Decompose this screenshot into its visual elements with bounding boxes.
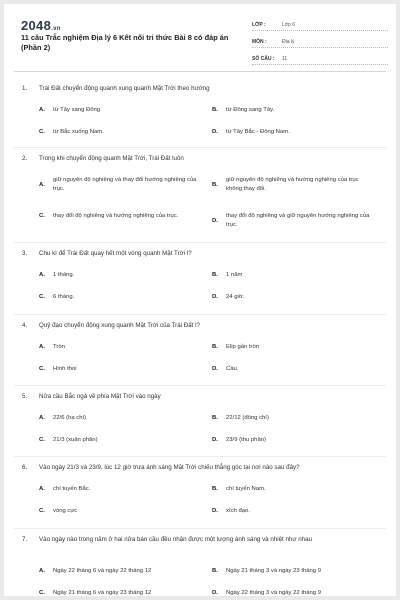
- answer-option-a[interactable]: [39, 343, 203, 352]
- answer-option-c[interactable]: [39, 589, 203, 596]
- logo-suffix: .vn: [51, 26, 61, 32]
- question-separator: [14, 314, 386, 315]
- option-letter: D.: [212, 437, 218, 443]
- question-number: 3.: [22, 250, 28, 257]
- question-text: [22, 392, 382, 402]
- option-text: chí tuyến Bắc.: [53, 486, 91, 492]
- option-letter: A.: [39, 486, 45, 492]
- answer-option-d[interactable]: [212, 293, 376, 302]
- option-text: giữ nguyên độ nghiêng và thay đổi hướng nghiêng của trục.: [53, 177, 197, 192]
- option-text: từ Bắc xuống Nam.: [53, 129, 104, 135]
- option-text: 24 giờ.: [226, 294, 245, 300]
- site-logo[interactable]: [21, 18, 61, 33]
- option-text: Hình thoi: [53, 366, 77, 372]
- option-text: từ Tây sang Đông: [53, 107, 101, 113]
- question-body: Vào ngày 21/3 và 23/9, lúc 12 giờ trưa ánh sáng Mặt Trời chiếu thẳng góc tại nơi nào sau đây?: [39, 464, 300, 471]
- option-text: 22/12 (đông chí): [226, 415, 269, 421]
- answer-option-d[interactable]: [212, 212, 376, 230]
- option-text: Ngày 22 tháng 6 và ngày 22 tháng 12: [53, 568, 152, 574]
- worksheet-page: [4, 4, 396, 596]
- answer-option-b[interactable]: [212, 567, 376, 576]
- header-divider: [14, 71, 386, 72]
- option-letter: B.: [212, 344, 218, 350]
- question-number: 2.: [22, 155, 28, 162]
- option-letter: C.: [39, 129, 45, 135]
- answer-option-a[interactable]: [39, 485, 203, 494]
- option-letter: C.: [39, 213, 45, 219]
- question-body: Vào ngày nào trong năm ở hai nửa bán cầu đều nhận được một lượng ánh sáng và nhiệt như nhau: [39, 536, 312, 543]
- question-text: [22, 84, 382, 94]
- question-body: Chu kì để Trái Đất quay hết một vòng quanh Mặt Trời l?: [39, 250, 192, 257]
- answer-option-d[interactable]: [212, 365, 376, 374]
- meta-count-label: SỐ CÂU :: [252, 56, 275, 62]
- meta-box: [252, 17, 388, 68]
- answer-option-d[interactable]: [212, 128, 376, 137]
- answer-option-a[interactable]: [39, 414, 203, 423]
- answer-option-d[interactable]: [212, 436, 376, 445]
- option-letter: D.: [212, 294, 218, 300]
- option-letter: C.: [39, 366, 45, 372]
- answer-option-b[interactable]: [212, 176, 376, 194]
- answer-option-a[interactable]: [39, 106, 203, 115]
- meta-class-value: Lớp 6: [282, 22, 296, 28]
- option-text: từ Tây Bắc - Đông Nam.: [226, 129, 290, 135]
- option-text: thay đổi độ nghiêng và giữ nguyên hướng nghiêng của trục.: [226, 213, 370, 228]
- option-letter: A.: [39, 181, 45, 188]
- answer-option-b[interactable]: [212, 271, 376, 280]
- answer-option-b[interactable]: [212, 106, 376, 115]
- meta-count-row: [252, 51, 388, 65]
- question-text: [22, 535, 382, 545]
- option-letter: B.: [212, 568, 218, 574]
- option-letter: D.: [212, 366, 218, 372]
- answer-option-a[interactable]: [39, 567, 203, 576]
- option-letter: D.: [212, 217, 218, 224]
- question-text: [22, 249, 382, 259]
- option-letter: B.: [212, 181, 218, 188]
- logo-text: 2048: [21, 18, 52, 33]
- option-letter: C.: [39, 294, 45, 300]
- question-number: 6.: [22, 464, 28, 471]
- option-text: 1 tháng.: [53, 272, 75, 278]
- option-text: xích đạo.: [226, 508, 250, 514]
- option-letter: B.: [212, 486, 218, 492]
- option-letter: C.: [39, 437, 45, 443]
- meta-subject-label: MÔN :: [252, 39, 267, 45]
- option-text: chí tuyến Nam.: [226, 486, 266, 492]
- question-body: Quỹ đạo chuyển động xung quanh Mặt Trời của Trái Đất l?: [39, 322, 200, 329]
- question-separator: [14, 242, 386, 243]
- option-letter: D.: [212, 590, 218, 596]
- answer-option-c[interactable]: [39, 212, 203, 221]
- question-separator: [14, 147, 386, 148]
- question-number: 7.: [22, 536, 28, 543]
- meta-class-row: [252, 17, 388, 31]
- question-body: Trái Đất chuyển động quanh xung quanh Mặt Trời theo hướng: [39, 85, 210, 92]
- answer-option-c[interactable]: [39, 365, 203, 374]
- option-text: 21/3 (xuân phân): [53, 437, 98, 443]
- option-text: vòng cực: [53, 508, 78, 514]
- answer-option-a[interactable]: [39, 176, 203, 194]
- option-text: Cầu.: [226, 366, 239, 372]
- answer-option-c[interactable]: [39, 507, 203, 516]
- answer-option-c[interactable]: [39, 293, 203, 302]
- answer-option-b[interactable]: [212, 485, 376, 494]
- worksheet-header: [4, 4, 396, 68]
- option-text: Ngày 21 tháng 6 và ngày 23 tháng 12: [53, 590, 152, 596]
- option-letter: B.: [212, 107, 218, 113]
- option-text: Ngày 21 tháng 3 và ngày 23 tháng 9: [226, 568, 321, 574]
- option-letter: D.: [212, 129, 218, 135]
- option-letter: B.: [212, 272, 218, 278]
- option-letter: B.: [212, 415, 218, 421]
- option-text: 22/6 (hạ chí): [53, 415, 87, 421]
- option-text: thay đổi độ nghiêng và hướng nghiêng của trục.: [53, 213, 179, 219]
- answer-option-a[interactable]: [39, 271, 203, 280]
- question-body: Trong khi chuyển động quanh Mặt Trời, Trái Đất luôn: [39, 155, 184, 162]
- question-number: 1.: [22, 85, 28, 92]
- question-number: 4.: [22, 322, 28, 329]
- question-separator: [14, 385, 386, 386]
- question-separator: [14, 528, 386, 529]
- answer-option-b[interactable]: [212, 343, 376, 352]
- question-body: Nửa cầu Bắc ngả về phía Mặt Trời vào ngày: [39, 393, 161, 400]
- option-text: từ Đông sang Tây.: [226, 107, 275, 113]
- answer-option-d[interactable]: [212, 589, 376, 596]
- option-text: 6 tháng.: [53, 294, 75, 300]
- option-letter: A.: [39, 568, 45, 574]
- answer-option-c[interactable]: [39, 436, 203, 445]
- question-text: [22, 463, 382, 473]
- option-letter: A.: [39, 344, 45, 350]
- meta-subject-row: [252, 34, 388, 48]
- option-text: 1 năm: [226, 272, 243, 278]
- option-letter: C.: [39, 508, 45, 514]
- meta-class-label: LỚP :: [252, 22, 266, 28]
- option-letter: D.: [212, 508, 218, 514]
- question-separator: [14, 456, 386, 457]
- answer-option-b[interactable]: [212, 414, 376, 423]
- option-letter: A.: [39, 272, 45, 278]
- option-text: 23/9 (thu phân): [226, 437, 266, 443]
- option-letter: A.: [39, 415, 45, 421]
- question-number: 5.: [22, 393, 28, 400]
- option-letter: C.: [39, 590, 45, 596]
- option-text: Ngày 22 tháng 3 và ngày 22 tháng 9: [226, 590, 321, 596]
- answer-option-c[interactable]: [39, 128, 203, 137]
- meta-count-value: 11: [282, 56, 288, 62]
- question-text: [22, 321, 382, 331]
- option-text: Elip gần tròn: [226, 344, 260, 350]
- option-text: Tròn: [53, 344, 65, 350]
- answer-option-d[interactable]: [212, 507, 376, 516]
- option-text: giữ nguyên độ nghiêng và hướng nghiêng của trục không thay đổi.: [226, 177, 359, 192]
- question-text: [22, 154, 382, 164]
- worksheet-title: 11 câu Trắc nghiệm Địa lý 6 Kết nối tri thức Bài 8 có đáp án (Phần 2): [21, 33, 229, 52]
- meta-subject-value: Địa lý: [282, 39, 295, 45]
- option-letter: A.: [39, 107, 45, 113]
